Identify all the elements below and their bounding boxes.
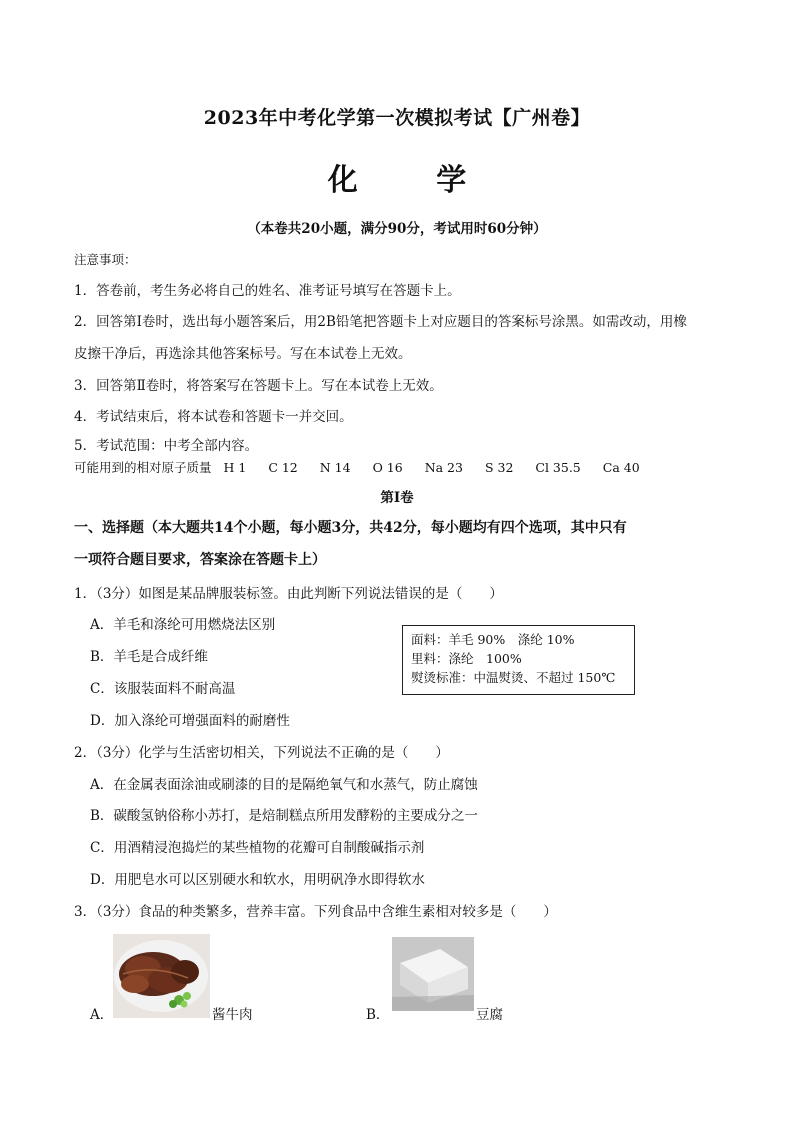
beef-image	[113, 934, 210, 1018]
q2-option-b: B．碳酸氢钠俗称小苏打，是焙制糕点所用发酵粉的主要成分之一	[90, 808, 478, 824]
clothing-label-box	[402, 625, 635, 695]
q1-option-d: D．加入涤纶可增强面料的耐磨性	[90, 713, 290, 729]
note-3: 3．回答第Ⅱ卷时，将答案写在答题卡上。写在本试卷上无效。	[74, 378, 443, 394]
q3-option-b-letter: B．	[366, 1007, 390, 1023]
notes-heading: 注意事项：	[74, 252, 137, 267]
atomic-mass-o: O 16	[372, 460, 403, 475]
note-1: 1．答卷前，考生务必将自己的姓名、准考证号填写在答题卡上。	[74, 283, 461, 299]
q2-option-d: D．用肥皂水可以区别硬水和软水，用明矾净水即得软水	[90, 872, 425, 888]
label-lining: 里料：涤纶 100%	[411, 651, 522, 666]
atomic-mass-n: N 14	[319, 460, 351, 475]
atomic-mass-line	[74, 458, 658, 476]
atomic-mass-s: S 32	[484, 460, 514, 475]
atomic-mass-c: C 12	[268, 460, 298, 475]
atomic-mass-label: 可能用到的相对原子质量	[74, 460, 212, 475]
q2-stem: 2．（3分）化学与生活密切相关，下列说法不正确的是（ ）	[74, 745, 449, 761]
note-5: 5．考试范围：中考全部内容。	[74, 438, 259, 454]
section-heading-line2: 一项符合题目要求，答案涂在答题卡上）	[74, 552, 326, 568]
part1-heading: 第Ⅰ卷	[380, 490, 414, 506]
q3-option-a-letter: A．	[90, 1007, 114, 1023]
atomic-mass-cl: Cl 35.5	[535, 460, 581, 475]
atomic-mass-ca: Ca 40	[602, 460, 640, 475]
q3-option-a-text: 酱牛肉	[212, 1007, 253, 1023]
atomic-mass-h: H 1	[223, 460, 247, 475]
note-4: 4．考试结束后，将本试卷和答题卡一并交回。	[74, 409, 353, 425]
q1-option-b: B．羊毛是合成纤维	[90, 649, 208, 665]
exam-scope: （本卷共20小题，满分90分，考试用时60分钟）	[247, 221, 547, 237]
label-fabric: 面料：羊毛 90% 涤纶 10%	[411, 632, 575, 647]
subject-title: 化 学	[327, 163, 501, 198]
note-2: 2．回答第Ⅰ卷时，选出每小题答案后，用2B铅笔把答题卡上对应题目的答案标号涂黑。如需改动，用橡	[74, 314, 687, 330]
q1-stem: 1．（3分）如图是某品牌服装标签。由此判断下列说法错误的是（ ）	[74, 586, 503, 602]
label-ironing: 熨烫标准：中温熨烫、不超过 150℃	[411, 670, 616, 685]
q3-option-b-text: 豆腐	[476, 1007, 503, 1023]
q3-stem: 3．（3分）食品的种类繁多，营养丰富。下列食品中含维生素相对较多是（ ）	[74, 904, 557, 920]
q2-option-a: A．在金属表面涂油或刷漆的目的是隔绝氧气和水蒸气，防止腐蚀	[90, 777, 478, 793]
section-heading-line1: 一、选择题（本大题共14个小题，每小题3分，共42分，每小题均有四个选项，其中只有	[74, 520, 627, 536]
q2-option-c: C．用酒精浸泡捣烂的某些植物的花瓣可自制酸碱指示剂	[90, 840, 425, 856]
q1-option-a: A．羊毛和涤纶可用燃烧法区别	[90, 617, 276, 633]
tofu-image	[392, 937, 474, 1011]
atomic-mass-na: Na 23	[424, 460, 463, 475]
exam-title: 2023年中考化学第一次模拟考试【广州卷】	[203, 107, 591, 129]
q1-option-c: C．该服装面料不耐高温	[90, 681, 236, 697]
note-2-cont: 皮擦干净后，再选涂其他答案标号。写在本试卷上无效。	[74, 346, 412, 362]
